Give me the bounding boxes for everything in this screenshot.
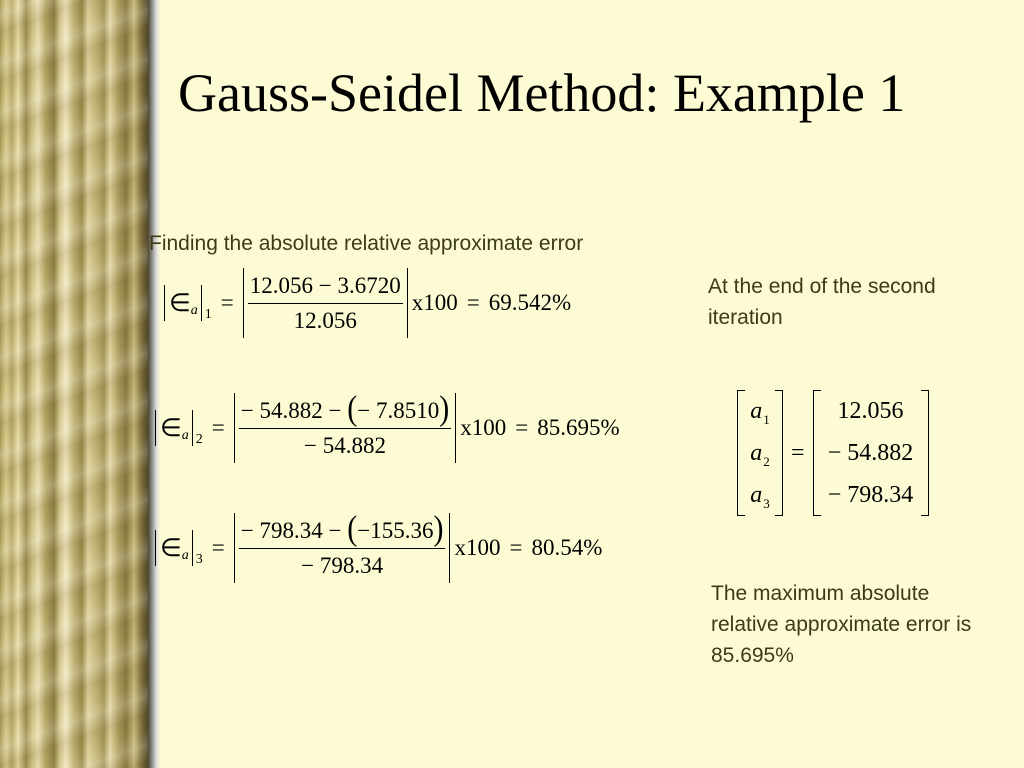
- error-equation-1: [164, 268, 571, 338]
- abs-fraction: [234, 509, 451, 583]
- iteration-subscript: 1: [204, 307, 212, 322]
- equals-sign: =: [220, 290, 234, 315]
- abs-error-symbol: [155, 530, 203, 566]
- times-hundred: x100: [460, 415, 507, 440]
- numerator-inner: −155.36: [357, 518, 434, 543]
- equals-sign: =: [509, 535, 523, 560]
- numerator: [239, 389, 451, 429]
- numerator: 12.056 − 3.6720: [248, 273, 403, 304]
- result-value: 69.542%: [488, 290, 572, 315]
- abs-error-symbol: [164, 285, 212, 321]
- big-abs-bar-right: [449, 513, 450, 583]
- denominator: − 54.882: [303, 433, 386, 458]
- variable-a1: $a_1$: [750, 398, 770, 427]
- error-equation-3: [155, 509, 603, 583]
- numerator-left: − 798.34 −: [240, 518, 342, 543]
- note-second-iteration: At the end of the second iteration: [708, 275, 936, 329]
- result-value: 85.695%: [537, 415, 620, 440]
- abs-bar-right: [192, 530, 193, 566]
- times-hundred: x100: [454, 535, 501, 560]
- fraction: [244, 268, 407, 338]
- paren-close: ): [433, 509, 444, 548]
- fraction: [235, 509, 450, 583]
- big-abs-bar-right: [407, 268, 408, 338]
- denominator: − 798.34: [301, 553, 384, 578]
- fraction: [235, 389, 455, 463]
- variable-a3: $a_3$: [750, 482, 770, 511]
- value-vector: [813, 390, 929, 516]
- epsilon-symbol: ∈: [160, 415, 182, 442]
- times-hundred: x100: [411, 290, 458, 315]
- epsilon-symbol: ∈: [160, 535, 182, 562]
- equals-sign: =: [211, 415, 225, 440]
- equals-sign: =: [466, 290, 480, 315]
- solution-matrix-equation: [737, 390, 929, 516]
- abs-bar-left: [155, 410, 156, 446]
- variable-vector: [737, 390, 783, 516]
- epsilon-subscript-a: a: [181, 548, 189, 563]
- note-max-error: The maximum absolute relative approximate error is 85.695%: [711, 582, 972, 667]
- abs-bar-right: [201, 285, 202, 321]
- slide-title: Gauss-Seidel Method: Example 1: [178, 63, 906, 123]
- error-equation-2: [155, 389, 620, 463]
- paren-close: ): [439, 389, 450, 428]
- epsilon-symbol: ∈: [169, 290, 191, 317]
- equals-sign: =: [791, 439, 805, 466]
- numerator-inner: − 7.8510: [357, 398, 440, 423]
- epsilon-subscript-a: a: [190, 303, 198, 318]
- decorative-gold-streaks: [0, 0, 148, 768]
- epsilon-subscript-a: a: [181, 428, 189, 443]
- variable-a2: $a_2$: [750, 440, 770, 469]
- value-a3: − 798.34: [827, 482, 914, 508]
- abs-bar-right: [192, 410, 193, 446]
- equals-sign: =: [211, 535, 225, 560]
- equals-sign: =: [515, 415, 529, 440]
- denominator: 12.056: [293, 307, 357, 333]
- value-a2: − 54.882: [827, 440, 914, 466]
- paren-open: (: [347, 389, 358, 428]
- result-value: 80.54%: [531, 535, 603, 560]
- paren-open: (: [347, 509, 358, 548]
- abs-fraction: [234, 389, 456, 463]
- big-abs-bar-right: [455, 393, 456, 463]
- abs-error-symbol: [155, 410, 203, 446]
- value-a1: 12.056: [837, 398, 904, 424]
- iteration-subscript: 2: [195, 432, 203, 447]
- section-subtitle: Finding the absolute relative approximate error: [149, 232, 584, 255]
- numerator: [239, 509, 446, 549]
- abs-bar-left: [155, 530, 156, 566]
- abs-fraction: [243, 268, 408, 338]
- iteration-subscript: 3: [195, 552, 203, 567]
- abs-bar-left: [164, 285, 165, 321]
- numerator-left: − 54.882 −: [240, 398, 342, 423]
